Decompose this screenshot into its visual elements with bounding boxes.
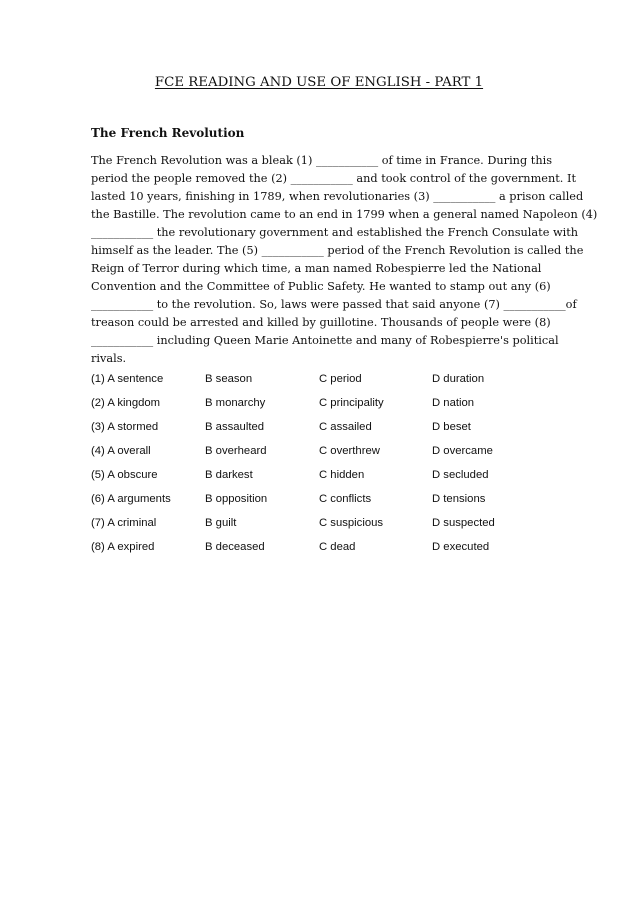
option-row-8 (91, 541, 591, 565)
option-c: C dead (319, 541, 356, 553)
answer-options-table (91, 373, 591, 565)
option-a: (7) A criminal (91, 517, 157, 529)
option-c: C assailed (319, 421, 372, 433)
option-a: (8) A expired (91, 541, 155, 553)
passage-line: himself as the leader. The (5) ___________ period of the French Revolution is called the (91, 244, 584, 257)
passage-line: period the people removed the (2) ___________ and took control of the government. It (91, 172, 576, 185)
option-d: D overcame (432, 445, 493, 457)
option-b: B guilt (205, 517, 237, 529)
option-row-5 (91, 469, 591, 493)
option-b: B deceased (205, 541, 265, 553)
passage-line: the Bastille. The revolution came to an end in 1799 when a general named Napoleon (4) (91, 208, 598, 221)
option-a: (6) A arguments (91, 493, 171, 505)
option-c: C suspicious (319, 517, 384, 529)
option-c: C hidden (319, 469, 365, 481)
passage-line: Convention and the Committee of Public Safety. He wanted to stamp out any (6) (91, 280, 551, 293)
passage-line: lasted 10 years, finishing in 1789, when revolutionaries (3) ___________ a prison called (91, 190, 584, 203)
passage-line: ___________ including Queen Marie Antoinette and many of Robespierre's political (91, 334, 559, 347)
option-b: B opposition (205, 493, 268, 505)
option-row-6 (91, 493, 591, 517)
passage-line: rivals. (91, 352, 127, 365)
option-a: (2) A kingdom (91, 397, 161, 409)
option-row-7 (91, 517, 591, 541)
option-row-1 (91, 373, 591, 397)
option-a: (3) A stormed (91, 421, 159, 433)
document-title: FCE READING AND USE OF ENGLISH - PART 1 (154, 75, 484, 90)
passage-line: ___________ the revolutionary government and established the French Consulate with (91, 226, 579, 239)
option-d: D duration (432, 373, 485, 385)
passage-line: Reign of Terror during which time, a man named Robespierre led the National (91, 262, 542, 275)
passage-line: The French Revolution was a bleak (1) ___________ of time in France. During this (91, 154, 553, 167)
option-row-2 (91, 397, 591, 421)
option-a: (4) A overall (91, 445, 151, 457)
option-d: D suspected (432, 517, 495, 529)
passage-line: treason could be arrested and killed by guillotine. Thousands of people were (8) (91, 316, 551, 329)
option-b: B monarchy (205, 397, 266, 409)
option-a: (1) A sentence (91, 373, 164, 385)
option-d: D tensions (432, 493, 486, 505)
option-a: (5) A obscure (91, 469, 158, 481)
option-d: D secluded (432, 469, 489, 481)
option-b: B darkest (205, 469, 253, 481)
option-c: C period (319, 373, 362, 385)
option-b: B assaulted (205, 421, 265, 433)
option-d: D beset (432, 421, 471, 433)
passage-line: ___________ to the revolution. So, laws were passed that said anyone (7) ___________of (91, 298, 577, 311)
option-b: B overheard (205, 445, 267, 457)
option-c: C overthrew (319, 445, 380, 457)
option-row-3 (91, 421, 591, 445)
option-c: C conflicts (319, 493, 372, 505)
passage-text (91, 152, 598, 368)
option-d: D nation (432, 397, 475, 409)
option-b: B season (205, 373, 253, 385)
passage-heading: The French Revolution (91, 126, 245, 140)
option-d: D executed (432, 541, 490, 553)
option-row-4 (91, 445, 591, 469)
option-c: C principality (319, 397, 384, 409)
